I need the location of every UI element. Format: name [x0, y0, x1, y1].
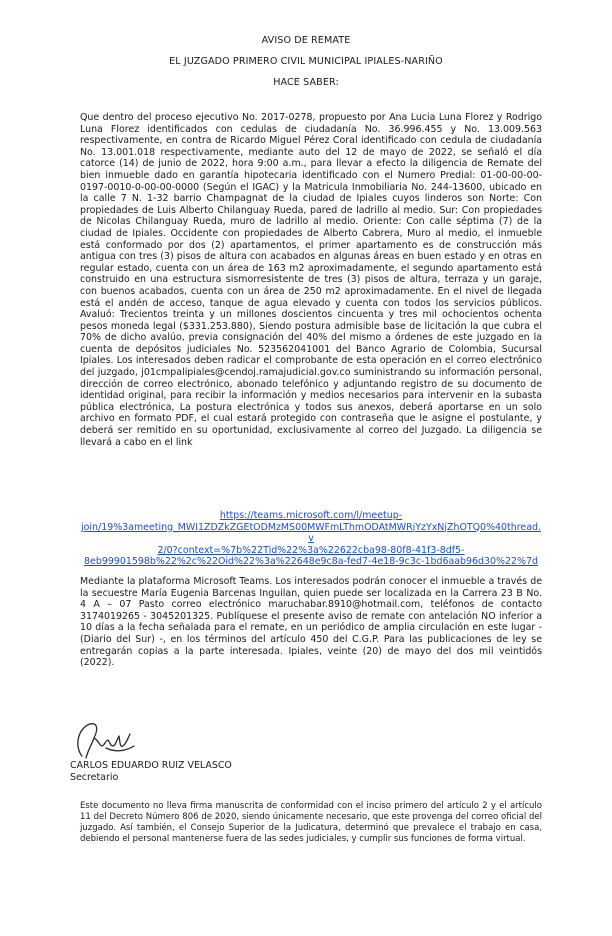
teams-meeting-link[interactable]	[80, 510, 542, 568]
signer-name: CARLOS EDUARDO RUIZ VELASCO	[70, 760, 232, 771]
link-line-1[interactable]: https://teams.microsoft.com/l/meetup-	[219, 510, 403, 521]
footer-note: Este documento no lleva firma manuscrita de conformidad con el inciso primero del artículo 2 y el artículo 11 del Decreto Número 806 de 2020, siendo únicamente necesario, que este provenga del correo oficial del juzgado. Así también, el Consejo Superior de la Judicatura, determinó que prevalece el trabajo en casa, debiendo el personal mantenerse fuera de las sedes judiciales, y cumplir sus funciones de forma virtual.	[80, 801, 542, 844]
handwritten-signature	[68, 716, 138, 764]
link-line-3[interactable]: 2/0?context=%7b%22Tid%22%3a%22622cba98-80f8-41f3-8df5-	[157, 544, 465, 556]
document-title: AVISO DE REMATE	[261, 35, 351, 46]
court-name: EL JUZGADO PRIMERO CIVIL MUNICIPAL IPIALES-NARIÑO	[169, 56, 443, 67]
signer-role: Secretario	[70, 772, 119, 783]
notice-paragraph-1: Que dentro del proceso ejecutivo No. 2017-0278, propuesto por Ana Lucia Luna Florez y Rodrigo Luna Florez identificados con cedulas de ciudadanía No. 36.996.455 y No. 13.009.563 respectivamente, en contra de Ricardo Miguel Pérez Coral identificado con cedula de ciudadanía No. 13.001.018 respectivamente, mediante auto del 12 de mayo de 2022, se señaló el día catorce (14) de junio de 2022, hora 9:00 a.m., para llevar a efecto la diligencia de Remate del bien inmueble dado en garantía hipotecaria identificado con el Numero Predial: 01-00-00-00-0197-0010-0-00-00-0000 (Según el IGAC) y la Matricula Inmobiliaria No. 244-13600, ubicado en la calle 7 N. 1-32 barrio Champagnat de la ciudad de Ipiales cuyos linderos son Norte: Con propiedades de Luis Alberto Chilanguay Rueda, pared de ladrillo al medio. Sur: Con propiedades de Nicolas Chilanguay Rueda, muro de ladrillo al medio. Oriente: Con calle séptima (7) de la ciudad de Ipiales. Occidente con propiedades de Alberto Cabrera, Muro al medio, el inmueble está conformado por dos (2) apartamentos, el primer apartamento es de construcción más antigua con tres (3) pisos de altura con acabados en algunas áreas en buen estado y en otras en regular estado, cuenta con un área de 163 m2 aproximadamente, el segundo apartamento está construido en una estructura sismorresistente de tres (3) pisos de altura, terraza y un garaje, con buenos acabados, cuenta con un área de 250 m2 aproximadamente. En el nivel de llegada está el andén de acceso, tanque de agua elevado y cuenta con todos los servicios públicos. Avaluó: Trecientos treinta y un millones doscientos cincuenta y tres mil ochocientos ochenta pesos moneda legal ($331.253.880), Siendo postura admisible base de licitación la que cubra el 70% de dicho avalúo, previa consignación del 40% del mismo a órdenes de este juzgado en la cuenta de depósitos judiciales No. 523562041001 del Banco Agrario de Colombia, Sucursal Ipiales. Los interesados deben radicar el comprobante de esta operación en el correo electrónico del juzgado, j01cmpalipiales@cendoj.ramajudicial.gov.co suministrando su información personal, dirección de correo electrónico, abonado telefónico y adjuntando registro de su documento de identidad original, para recibir la información y medios necesarios para intervenir en la subasta pública electrónica, La postura electrónica y todos sus anexos, deberá aportarse en un solo archivo en formato PDF, el cual estará protegido con contraseña que le asigne el postulante, y deberá ser remitido en su oportunidad, exclusivamente al correo del Juzgado. La diligencia se llevará a cabo en el link	[80, 112, 542, 448]
announcement-heading: HACE SABER:	[273, 77, 339, 88]
link-line-4[interactable]: 8eb99901598b%22%2c%22Oid%22%3a%22648e9c8a-fed7-4e18-9c3c-1bd6aab96d30%22%7d	[84, 556, 538, 568]
link-line-2[interactable]: join/19%3ameeting_MWI1ZDZkZGEtODMzMS00MWFmLThmODAtMWRjYzYxNjZhOTQ0%40thread.v	[81, 521, 541, 545]
notice-paragraph-2: Mediante la plataforma Microsoft Teams. Los interesados podrán conocer el inmueble a través de la secuestre María Eugenia Barcenas Inguilan, quien puede ser localizada en la Carrera 23 B No. 4 A – 07 Pasto correo electrónico maruchabar.8910@hotmail.com, teléfonos de contacto 3174019265 - 3045201325. Publíquese el presente aviso de remate con antelación NO inferior a 10 días a la fecha señalada para el remate, en un periódico de amplia circulación en este lugar - (Diario del Sur) -, en los términos del artículo 450 del C.G.P. Para las publicaciones de ley se entregarán copias a la parte interesada. Ipiales, veinte (20) de mayo del dos mil veintidós (2022).	[80, 576, 542, 669]
